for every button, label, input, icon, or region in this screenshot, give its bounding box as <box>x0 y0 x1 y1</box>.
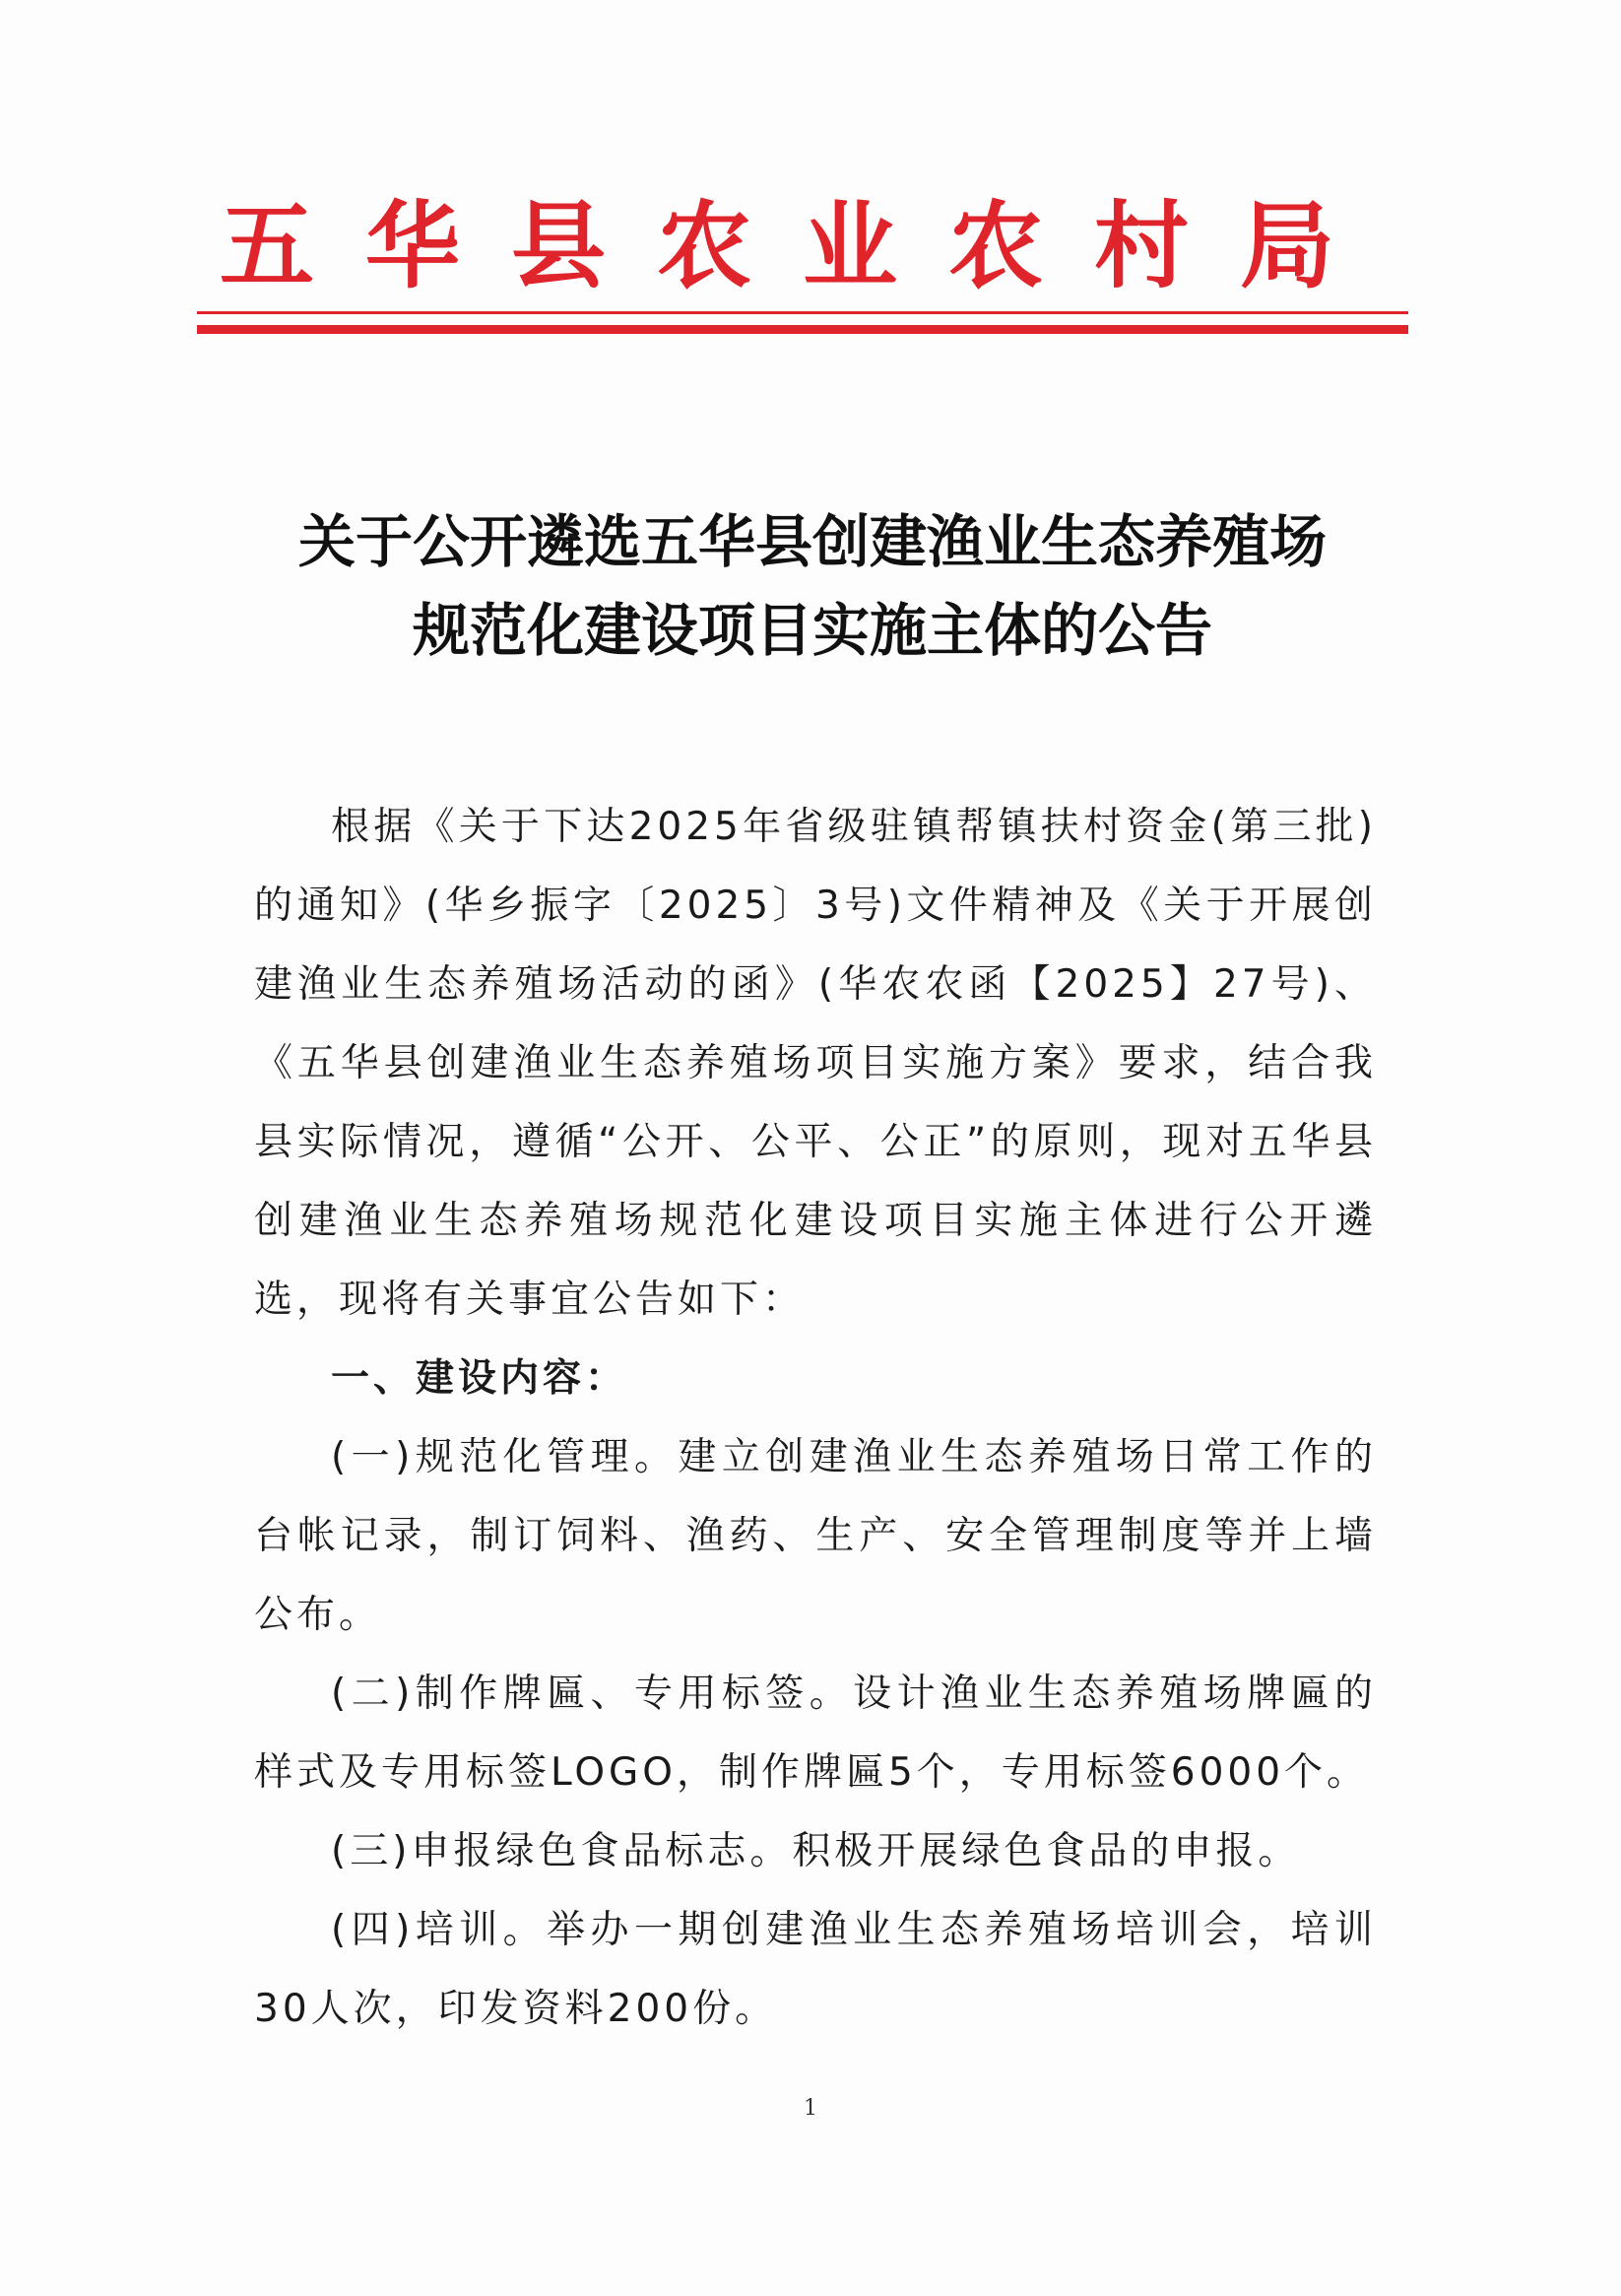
construction-item-1: (一)规范化管理。建立创建渔业生态养殖场日常工作的台帐记录，制订饲料、渔药、生产、安全管理制度等并上墙公布。 <box>254 1435 1377 1637</box>
title-line-1: 关于公开遴选五华县创建渔业生态养殖场 <box>297 508 1327 575</box>
document-title <box>177 497 1448 675</box>
document-body <box>254 788 1377 2049</box>
letterhead-red-line-thin <box>197 311 1408 314</box>
title-line-2: 规范化建设项目实施主体的公告 <box>412 597 1212 664</box>
construction-item-3: (三)申报绿色食品标志。积极开展绿色食品的申报。 <box>331 1829 1301 1873</box>
page-number: 1 <box>804 2096 817 2121</box>
section-1-heading: 一、建设内容： <box>331 1356 628 1401</box>
letterhead-org-name: 五华县农业农村局 <box>220 191 1386 301</box>
construction-item-4: (四)培训。举办一期创建渔业生态养殖场培训会，培训30人次，印发资料200份。 <box>254 1908 1377 2031</box>
construction-item-2: (二)制作牌匾、专用标签。设计渔业生态养殖场牌匾的样式及专用标签LOGO，制作牌匾5个，专用标签6000个。 <box>254 1672 1377 1795</box>
letterhead-red-line-thick <box>197 325 1408 334</box>
intro-paragraph: 根据《关于下达2025年省级驻镇帮镇扶村资金(第三批)的通知》(华乡振字〔2025〕3号)文件精神及《关于开展创建渔业生态养殖场活动的函》(华农农函【2025】27号)、《五华县创建渔业生态养殖场项目实施方案》要求，结合我县实际情况，遵循“公开、公平、公正”的原则，现对五华县创建渔业生态养殖场规范化建设项目实施主体进行公开遴选，现将有关事宜公告如下： <box>254 805 1377 1322</box>
